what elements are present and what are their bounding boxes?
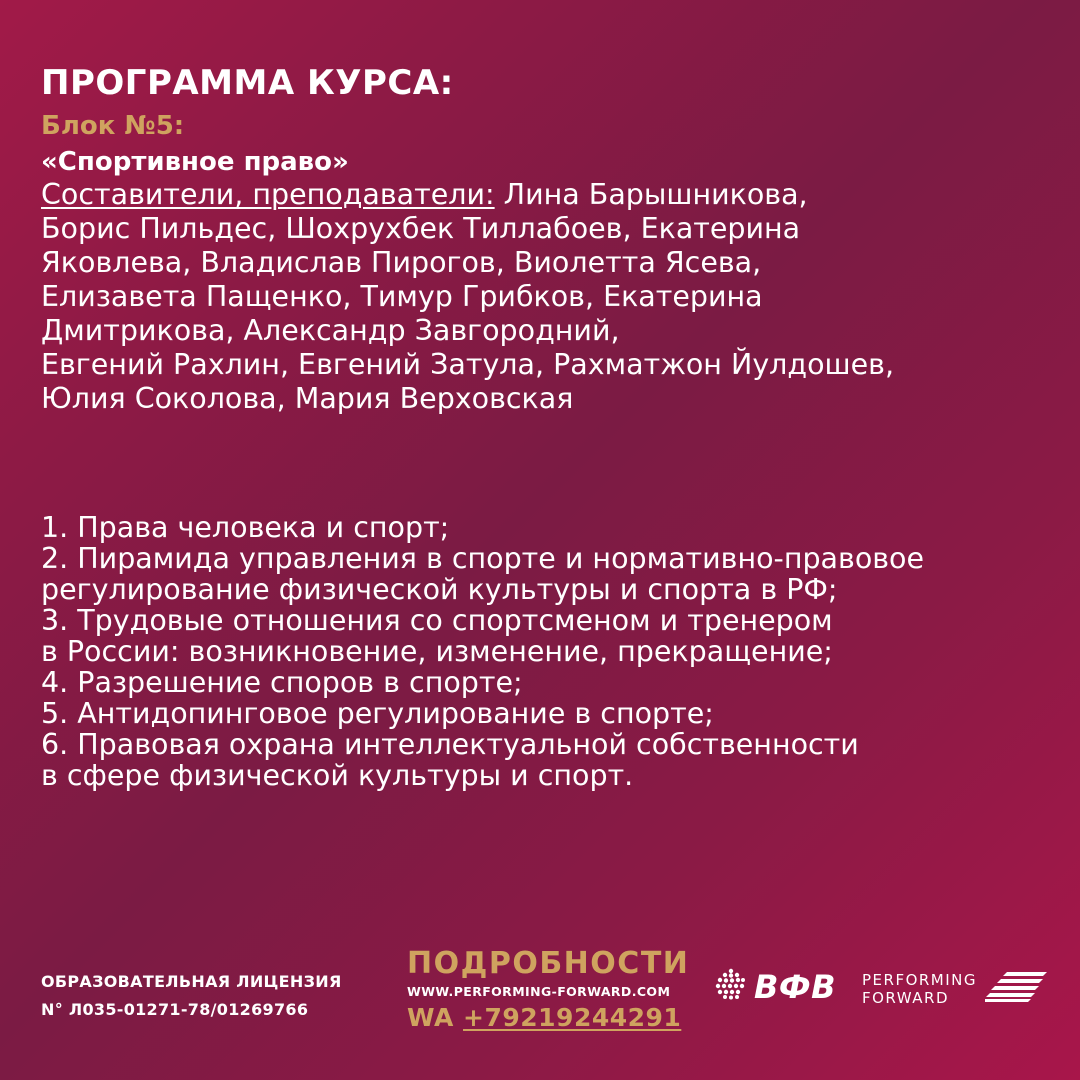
authors-line: Елизавета Пащенко, Тимур Грибков, Екатерина [41,280,763,313]
topic-line: 4. Разрешение споров в спорте; [41,666,523,699]
authors-line: Яковлева, Владислав Пирогов, Виолетта Ясева, [41,246,762,279]
authors-line: Евгений Рахлин, Евгений Затула, Рахматжон Йулдошев, [41,348,895,381]
topic-line: 5. Антидопинговое регулирование в спорте; [41,697,714,730]
license-info [41,968,342,1024]
topic-line: 3. Трудовые отношения со спортсменом и тренером [41,604,833,637]
topic-line: 2. Пирамида управления в спорте и нормативно-правовое [41,542,925,575]
topic-line: в сфере физической культуры и спорт. [41,759,634,792]
topic-line: 6. Правовая охрана интеллектуальной собственности [41,728,859,761]
vfv-logo-text: ВФВ [754,968,837,1006]
topic-line: в России: возникновение, изменение, прекращение; [41,635,833,668]
course-title: «Спортивное право» [41,147,349,177]
pf-logo-line2: FORWARD [862,989,949,1007]
performing-forward-logo [862,970,1047,1008]
topics-list [41,512,1051,791]
authors-line: Борис Пильдес, Шохрухбек Тиллабоев, Екатерина [41,212,801,245]
authors-line: Лина Барышникова, [494,178,808,211]
pf-logo-text [862,971,977,1007]
authors-line: Дмитрикова, Александр Завгородний, [41,314,620,347]
page-title: ПРОГРАММА КУРСА: [41,63,454,103]
whatsapp-contact [407,1002,707,1034]
license-number: N° Л035-01271-78/01269766 [41,1000,309,1019]
vfv-logo-dots-icon [714,968,748,1006]
topic-line: 1. Права человека и спорт; [41,511,450,544]
license-title: ОБРАЗОВАТЕЛЬНАЯ ЛИЦЕНЗИЯ [41,972,342,991]
performing-forward-stripes-icon [985,970,1047,1008]
details-title: ПОДРОБНОСТИ [407,946,690,981]
block-label: Блок №5: [41,111,185,141]
details-block [407,946,707,1034]
authors-list [41,178,1051,416]
pf-logo-line1: PERFORMING [862,971,978,989]
program-content [41,62,1051,416]
phone-link[interactable]: +79219244291 [463,1003,682,1032]
topic-line: регулирование физической культуры и спорта в РФ; [41,573,838,606]
whatsapp-label: WA [407,1003,464,1032]
authors-line: Юлия Соколова, Мария Верховская [41,382,574,415]
vfv-logo [714,968,836,1006]
authors-label: Составители, преподаватели: [41,178,495,211]
website-link[interactable]: WWW.PERFORMING-FORWARD.COM [407,984,671,999]
